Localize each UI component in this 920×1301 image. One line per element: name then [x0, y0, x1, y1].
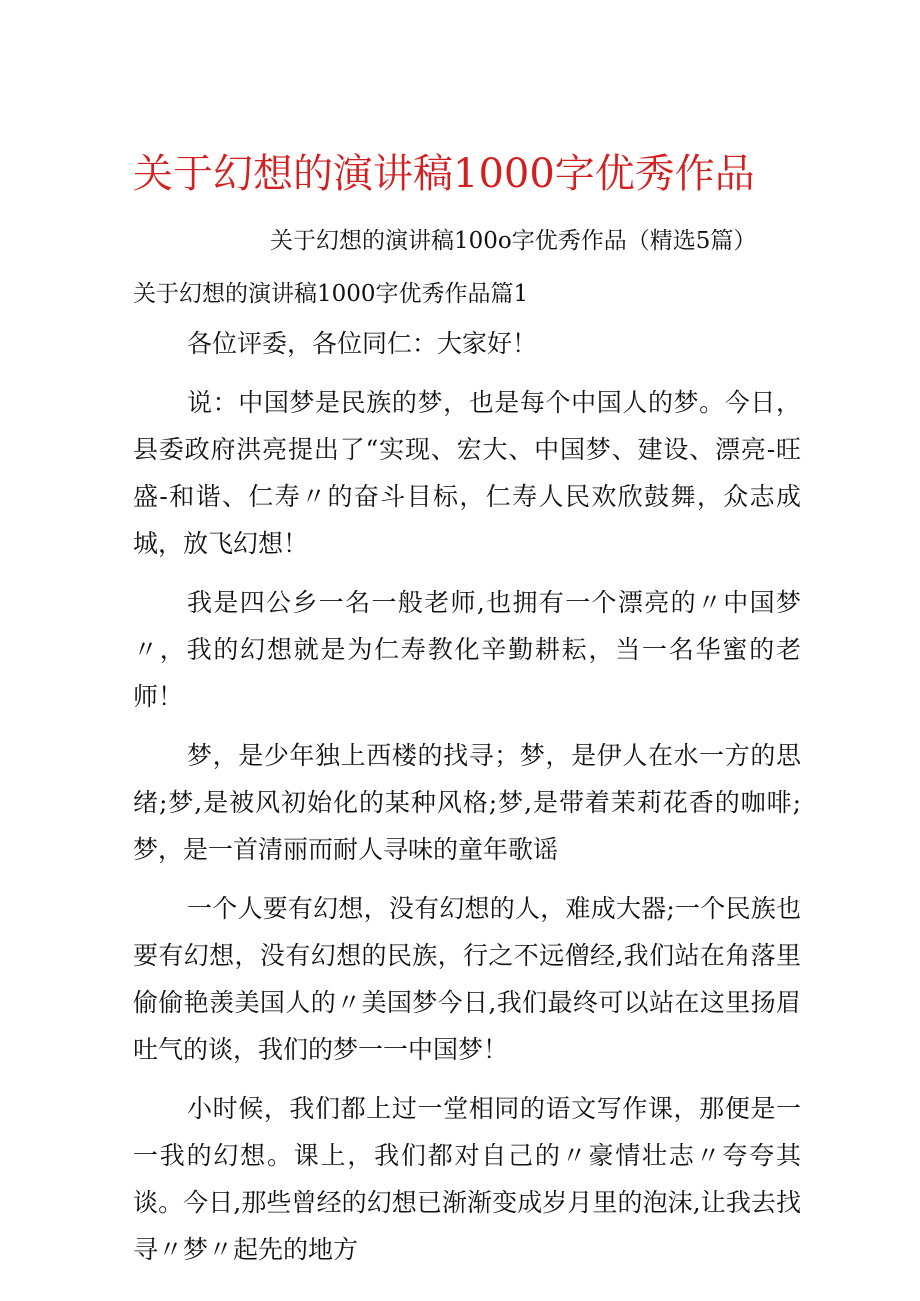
paragraph-6: 小时候，我们都上过一堂相同的语文写作课，那便是一一我的幻想。课上，我们都对自己的〃豪情壮志〃夸夸其谈。今日,那些曾经的幻想已渐渐变成岁月里的泡沫,让我去找寻〃梦〃起先的地方	[133, 1094, 801, 1264]
paragraph-3: 我是四公乡一名一般老师,也拥有一个漂亮的〃中国梦〃，我的幻想就是为仁寿教化辛勤耕耘，当一名华蜜的老师！	[133, 588, 801, 711]
paragraph-2: 说：中国梦是民族的梦，也是每个中国人的梦。今日，县委政府洪亮提出了“实现、宏大、中国梦、建设、漂亮-旺盛-和谐、仁寿〃的奋斗目标，仁寿人民欢欣鼓舞，众志成城，放飞幻想！	[133, 388, 801, 558]
paragraph-1: 各位评委，各位同仁：大家好！	[187, 329, 538, 358]
paragraph-5: 一个人要有幻想，没有幻想的人，难成大器;一个民族也要有幻想，没有幻想的民族，行之不远僧经,我们站在角落里偷偷艳羡美国人的〃美国梦今日,我们最终可以站在这里扬眉吐气的谈，我们的梦一一中国梦！	[133, 894, 801, 1064]
section-heading: 关于幻想的演讲稿1000字优秀作品篇1	[133, 281, 529, 307]
document-subtitle: 关于幻想的演讲稿100o字优秀作品（精选5篇）	[270, 228, 757, 254]
body-text	[133, 320, 801, 1285]
paragraph-4: 梦，是少年独上西楼的找寻；梦，是伊人在水一方的思绪;梦,是被风初始化的某种风格;梦,是带着茉莉花香的咖啡;梦，是一首清丽而耐人寻味的童年歌谣	[133, 741, 801, 864]
document-title: 关于幻想的演讲稿1000字优秀作品	[133, 151, 755, 197]
